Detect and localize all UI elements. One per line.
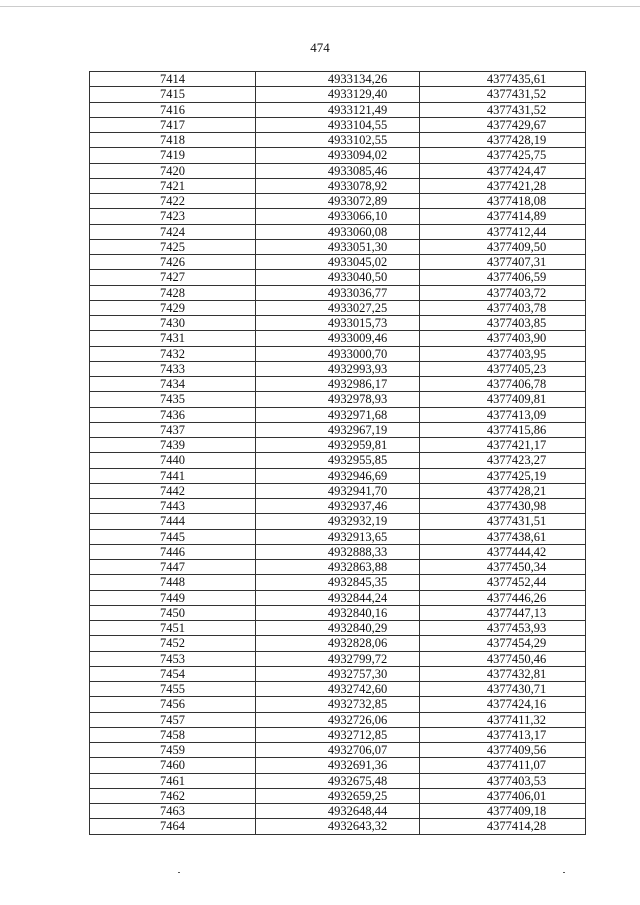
y-coordinate-cell: 4377430,71: [420, 682, 586, 697]
point-number-cell: 7460: [90, 758, 256, 773]
point-number-cell: 7440: [90, 453, 256, 468]
y-coordinate-cell: 4377431,52: [420, 102, 586, 117]
point-number-cell: 7424: [90, 224, 256, 239]
point-number-cell: 7439: [90, 438, 256, 453]
point-number-cell: 7428: [90, 285, 256, 300]
y-coordinate-cell: 4377409,50: [420, 239, 586, 254]
table-row: [90, 468, 586, 483]
x-coordinate-cell: 4932742,60: [256, 682, 420, 697]
table-row: [90, 316, 586, 331]
table-row: [90, 209, 586, 224]
y-coordinate-cell: 4377407,31: [420, 255, 586, 270]
y-coordinate-cell: 4377409,81: [420, 392, 586, 407]
x-coordinate-cell: 4932937,46: [256, 499, 420, 514]
point-number-cell: 7449: [90, 590, 256, 605]
y-coordinate-cell: 4377450,46: [420, 651, 586, 666]
point-number-cell: 7446: [90, 544, 256, 559]
point-number-cell: 7453: [90, 651, 256, 666]
point-number-cell: 7457: [90, 712, 256, 727]
y-coordinate-cell: 4377413,09: [420, 407, 586, 422]
table-row: [90, 133, 586, 148]
point-number-cell: 7463: [90, 804, 256, 819]
y-coordinate-cell: 4377403,95: [420, 346, 586, 361]
table-row: [90, 163, 586, 178]
x-coordinate-cell: 4932648,44: [256, 804, 420, 819]
point-number-cell: 7436: [90, 407, 256, 422]
x-coordinate-cell: 4932967,19: [256, 422, 420, 437]
point-number-cell: 7423: [90, 209, 256, 224]
x-coordinate-cell: 4933094,02: [256, 148, 420, 163]
x-coordinate-cell: 4933078,92: [256, 178, 420, 193]
table-row: [90, 804, 586, 819]
x-coordinate-cell: 4933072,89: [256, 194, 420, 209]
x-coordinate-cell: 4932706,07: [256, 743, 420, 758]
y-coordinate-cell: 4377446,26: [420, 590, 586, 605]
point-number-cell: 7461: [90, 773, 256, 788]
y-coordinate-cell: 4377406,78: [420, 377, 586, 392]
x-coordinate-cell: 4932732,85: [256, 697, 420, 712]
table-row: [90, 621, 586, 636]
x-coordinate-cell: 4932691,36: [256, 758, 420, 773]
y-coordinate-cell: 4377421,17: [420, 438, 586, 453]
table-row: [90, 102, 586, 117]
table-row: [90, 300, 586, 315]
y-coordinate-cell: 4377431,52: [420, 87, 586, 102]
x-coordinate-cell: 4933121,49: [256, 102, 420, 117]
point-number-cell: 7417: [90, 117, 256, 132]
table-row: [90, 544, 586, 559]
x-coordinate-cell: 4932993,93: [256, 361, 420, 376]
x-coordinate-cell: 4932712,85: [256, 727, 420, 742]
y-coordinate-cell: 4377450,34: [420, 560, 586, 575]
y-coordinate-cell: 4377403,72: [420, 285, 586, 300]
point-number-cell: 7464: [90, 819, 256, 834]
x-coordinate-cell: 4932959,81: [256, 438, 420, 453]
table-row: [90, 194, 586, 209]
y-coordinate-cell: 4377453,93: [420, 621, 586, 636]
y-coordinate-cell: 4377406,59: [420, 270, 586, 285]
x-coordinate-cell: 4933134,26: [256, 72, 420, 87]
point-number-cell: 7447: [90, 560, 256, 575]
point-number-cell: 7456: [90, 697, 256, 712]
x-coordinate-cell: 4932828,06: [256, 636, 420, 651]
y-coordinate-cell: 4377409,18: [420, 804, 586, 819]
point-number-cell: 7450: [90, 605, 256, 620]
y-coordinate-cell: 4377429,67: [420, 117, 586, 132]
table-row: [90, 255, 586, 270]
y-coordinate-cell: 4377405,23: [420, 361, 586, 376]
x-coordinate-cell: 4933051,30: [256, 239, 420, 254]
coordinates-table: [89, 71, 586, 835]
y-coordinate-cell: 4377424,16: [420, 697, 586, 712]
x-coordinate-cell: 4932978,93: [256, 392, 420, 407]
y-coordinate-cell: 4377411,07: [420, 758, 586, 773]
table-row: [90, 361, 586, 376]
table-row: [90, 575, 586, 590]
y-coordinate-cell: 4377412,44: [420, 224, 586, 239]
table-row: [90, 407, 586, 422]
y-coordinate-cell: 4377406,01: [420, 788, 586, 803]
point-number-cell: 7421: [90, 178, 256, 193]
table-row: [90, 239, 586, 254]
point-number-cell: 7418: [90, 133, 256, 148]
point-number-cell: 7416: [90, 102, 256, 117]
x-coordinate-cell: 4933045,02: [256, 255, 420, 270]
table-row: [90, 346, 586, 361]
point-number-cell: 7462: [90, 788, 256, 803]
point-number-cell: 7419: [90, 148, 256, 163]
point-number-cell: 7422: [90, 194, 256, 209]
point-number-cell: 7425: [90, 239, 256, 254]
point-number-cell: 7454: [90, 666, 256, 681]
x-coordinate-cell: 4933015,73: [256, 316, 420, 331]
x-coordinate-cell: 4933027,25: [256, 300, 420, 315]
table-row: [90, 682, 586, 697]
point-number-cell: 7432: [90, 346, 256, 361]
point-number-cell: 7441: [90, 468, 256, 483]
scan-speck: [178, 872, 180, 873]
table-row: [90, 453, 586, 468]
y-coordinate-cell: 4377454,29: [420, 636, 586, 651]
point-number-cell: 7427: [90, 270, 256, 285]
table-row: [90, 514, 586, 529]
point-number-cell: 7420: [90, 163, 256, 178]
y-coordinate-cell: 4377414,89: [420, 209, 586, 224]
point-number-cell: 7445: [90, 529, 256, 544]
table-row: [90, 392, 586, 407]
table-row: [90, 636, 586, 651]
y-coordinate-cell: 4377425,75: [420, 148, 586, 163]
point-number-cell: 7452: [90, 636, 256, 651]
y-coordinate-cell: 4377403,78: [420, 300, 586, 315]
point-number-cell: 7434: [90, 377, 256, 392]
y-coordinate-cell: 4377414,28: [420, 819, 586, 834]
x-coordinate-cell: 4932863,88: [256, 560, 420, 575]
x-coordinate-cell: 4932675,48: [256, 773, 420, 788]
table-row: [90, 666, 586, 681]
y-coordinate-cell: 4377435,61: [420, 72, 586, 87]
table-row: [90, 529, 586, 544]
x-coordinate-cell: 4932913,65: [256, 529, 420, 544]
table-row: [90, 758, 586, 773]
table-row: [90, 87, 586, 102]
x-coordinate-cell: 4933102,55: [256, 133, 420, 148]
scan-top-edge: [0, 6, 640, 7]
table-row: [90, 773, 586, 788]
y-coordinate-cell: 4377403,53: [420, 773, 586, 788]
x-coordinate-cell: 4932844,24: [256, 590, 420, 605]
x-coordinate-cell: 4932726,06: [256, 712, 420, 727]
table-row: [90, 712, 586, 727]
x-coordinate-cell: 4932643,32: [256, 819, 420, 834]
point-number-cell: 7444: [90, 514, 256, 529]
point-number-cell: 7455: [90, 682, 256, 697]
table-row: [90, 590, 586, 605]
x-coordinate-cell: 4932799,72: [256, 651, 420, 666]
y-coordinate-cell: 4377423,27: [420, 453, 586, 468]
y-coordinate-cell: 4377430,98: [420, 499, 586, 514]
y-coordinate-cell: 4377438,61: [420, 529, 586, 544]
x-coordinate-cell: 4933009,46: [256, 331, 420, 346]
table-row: [90, 651, 586, 666]
point-number-cell: 7443: [90, 499, 256, 514]
table-row: [90, 422, 586, 437]
x-coordinate-cell: 4933104,55: [256, 117, 420, 132]
table-row: [90, 224, 586, 239]
y-coordinate-cell: 4377411,32: [420, 712, 586, 727]
y-coordinate-cell: 4377425,19: [420, 468, 586, 483]
x-coordinate-cell: 4933036,77: [256, 285, 420, 300]
point-number-cell: 7448: [90, 575, 256, 590]
x-coordinate-cell: 4932941,70: [256, 483, 420, 498]
y-coordinate-cell: 4377432,81: [420, 666, 586, 681]
point-number-cell: 7459: [90, 743, 256, 758]
y-coordinate-cell: 4377428,21: [420, 483, 586, 498]
x-coordinate-cell: 4933129,40: [256, 87, 420, 102]
table-row: [90, 377, 586, 392]
table-row: [90, 743, 586, 758]
y-coordinate-cell: 4377415,86: [420, 422, 586, 437]
y-coordinate-cell: 4377403,90: [420, 331, 586, 346]
table-row: [90, 148, 586, 163]
page-number: 474: [310, 40, 330, 55]
x-coordinate-cell: 4932659,25: [256, 788, 420, 803]
y-coordinate-cell: 4377444,42: [420, 544, 586, 559]
table-row: [90, 727, 586, 742]
y-coordinate-cell: 4377409,56: [420, 743, 586, 758]
point-number-cell: 7458: [90, 727, 256, 742]
y-coordinate-cell: 4377421,28: [420, 178, 586, 193]
x-coordinate-cell: 4932757,30: [256, 666, 420, 681]
table-row: [90, 331, 586, 346]
point-number-cell: 7435: [90, 392, 256, 407]
point-number-cell: 7415: [90, 87, 256, 102]
y-coordinate-cell: 4377431,51: [420, 514, 586, 529]
table-row: [90, 483, 586, 498]
table-row: [90, 697, 586, 712]
table-row: [90, 819, 586, 834]
table-row: [90, 499, 586, 514]
table-row: [90, 117, 586, 132]
y-coordinate-cell: 4377447,13: [420, 605, 586, 620]
y-coordinate-cell: 4377413,17: [420, 727, 586, 742]
table-row: [90, 178, 586, 193]
x-coordinate-cell: 4933040,50: [256, 270, 420, 285]
point-number-cell: 7433: [90, 361, 256, 376]
y-coordinate-cell: 4377424,47: [420, 163, 586, 178]
y-coordinate-cell: 4377428,19: [420, 133, 586, 148]
x-coordinate-cell: 4932946,69: [256, 468, 420, 483]
table-row: [90, 438, 586, 453]
x-coordinate-cell: 4932845,35: [256, 575, 420, 590]
table-row: [90, 285, 586, 300]
point-number-cell: 7414: [90, 72, 256, 87]
x-coordinate-cell: 4933000,70: [256, 346, 420, 361]
point-number-cell: 7429: [90, 300, 256, 315]
point-number-cell: 7437: [90, 422, 256, 437]
table-row: [90, 560, 586, 575]
point-number-cell: 7442: [90, 483, 256, 498]
y-coordinate-cell: 4377403,85: [420, 316, 586, 331]
x-coordinate-cell: 4932986,17: [256, 377, 420, 392]
table-row: [90, 270, 586, 285]
x-coordinate-cell: 4932971,68: [256, 407, 420, 422]
table-row: [90, 788, 586, 803]
x-coordinate-cell: 4932840,29: [256, 621, 420, 636]
y-coordinate-cell: 4377452,44: [420, 575, 586, 590]
y-coordinate-cell: 4377418,08: [420, 194, 586, 209]
x-coordinate-cell: 4933085,46: [256, 163, 420, 178]
table-row: [90, 72, 586, 87]
point-number-cell: 7430: [90, 316, 256, 331]
table-row: [90, 605, 586, 620]
coordinates-table-body: [90, 72, 586, 835]
x-coordinate-cell: 4932932,19: [256, 514, 420, 529]
x-coordinate-cell: 4933066,10: [256, 209, 420, 224]
point-number-cell: 7451: [90, 621, 256, 636]
x-coordinate-cell: 4932888,33: [256, 544, 420, 559]
x-coordinate-cell: 4933060,08: [256, 224, 420, 239]
scan-speck: [563, 872, 565, 873]
point-number-cell: 7431: [90, 331, 256, 346]
x-coordinate-cell: 4932955,85: [256, 453, 420, 468]
x-coordinate-cell: 4932840,16: [256, 605, 420, 620]
point-number-cell: 7426: [90, 255, 256, 270]
